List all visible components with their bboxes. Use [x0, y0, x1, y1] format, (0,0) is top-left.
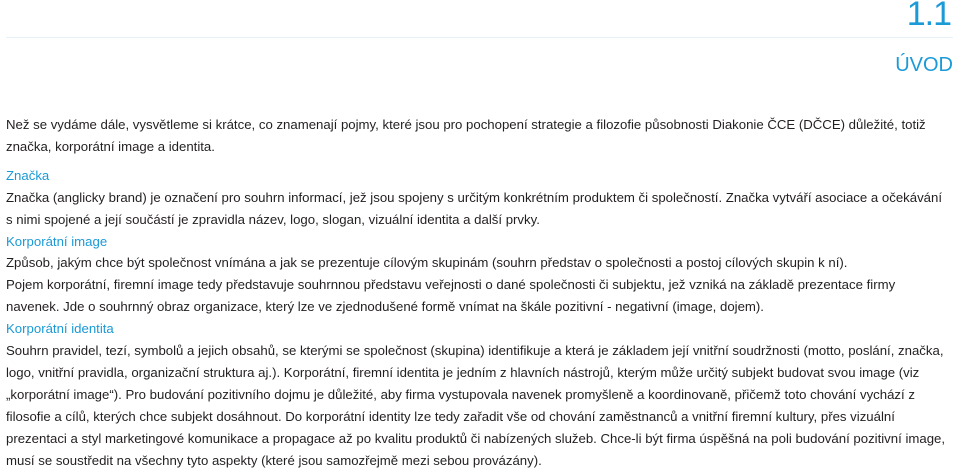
section-paragraph: Souhrn pravidel, tezí, symbolů a jejich obsahů, se kterými se společnost (skupina) identifikuje a která je základem její vnitřní soudržnosti (motto, poslání, značka, logo, vnitřní pravidla, organizační struktura aj.). Korporátní, firemní identita je jedním z hlavních nástrojů, kterým může určitý subjekt budovat svou image (viz „korporátní image“). Pro budování pozitivního dojmu je důležité, aby firma vystupovala navenek promyšleně a koordinovaně, přičemž toto chování vychází z filosofie a cílů, kterých chce subjekt dosáhnout. Do korporátní identity lze tedy zařadit vše od chování zaměstnanců a vnitřní firemní kultury, přes vizuální prezentaci a styl marketingové komunikace a propagace až po kvalitu produktů či nabízených služeb. Chce-li být firma úspěšná na poli budování pozitivní image, musí se soustředit na všechny tyto aspekty (které jsou samozřejmě mezi sebou provázány).	[6, 343, 946, 468]
section-paragraph: Značka (anglicky brand) je označení pro souhrn informací, jež jsou spojeny s určitým konkrétním produktem či společností. Značka vytváří asociace a očekávání s nimi spojené a její součástí je zpravidla název, logo, slogan, vizuální identita a další prvky.	[6, 189, 943, 227]
section-paragraph: Způsob, jakým chce být společnost vnímána a jak se prezentuje cílovým skupinám (souhrn představ o společnosti a postoj cílových skupin k ní).	[6, 255, 848, 271]
section-heading-znacka: Značka	[6, 167, 50, 183]
body-text	[6, 114, 946, 472]
section-heading-korporatni-image: Korporátní image	[6, 233, 108, 249]
section-heading-korporatni-identita: Korporátní identita	[6, 321, 114, 337]
chapter-title: ÚVOD	[895, 54, 953, 76]
chapter-number: 1.1	[906, 0, 951, 33]
spacer	[6, 158, 946, 165]
intro-paragraph: Než se vydáme dále, vysvětleme si krátce, co znamenají pojmy, které jsou pro pochopení strategie a filozofie působnosti Diakonie ČCE (DČCE) důležité, totiž značka, korporátní image a identita.	[6, 117, 926, 154]
section-paragraph: Pojem korporátní, firemní image tedy představuje souhrnnou představu veřejnosti o dané společnosti či subjektu, jež vzniká na základě prezentace firmy navenek. Jde o souhrnný obraz organizace, který lze ve zjednodušené formě vnímat na škále pozitivní - negativní (image, dojem).	[6, 277, 896, 315]
header-rule	[6, 37, 953, 38]
